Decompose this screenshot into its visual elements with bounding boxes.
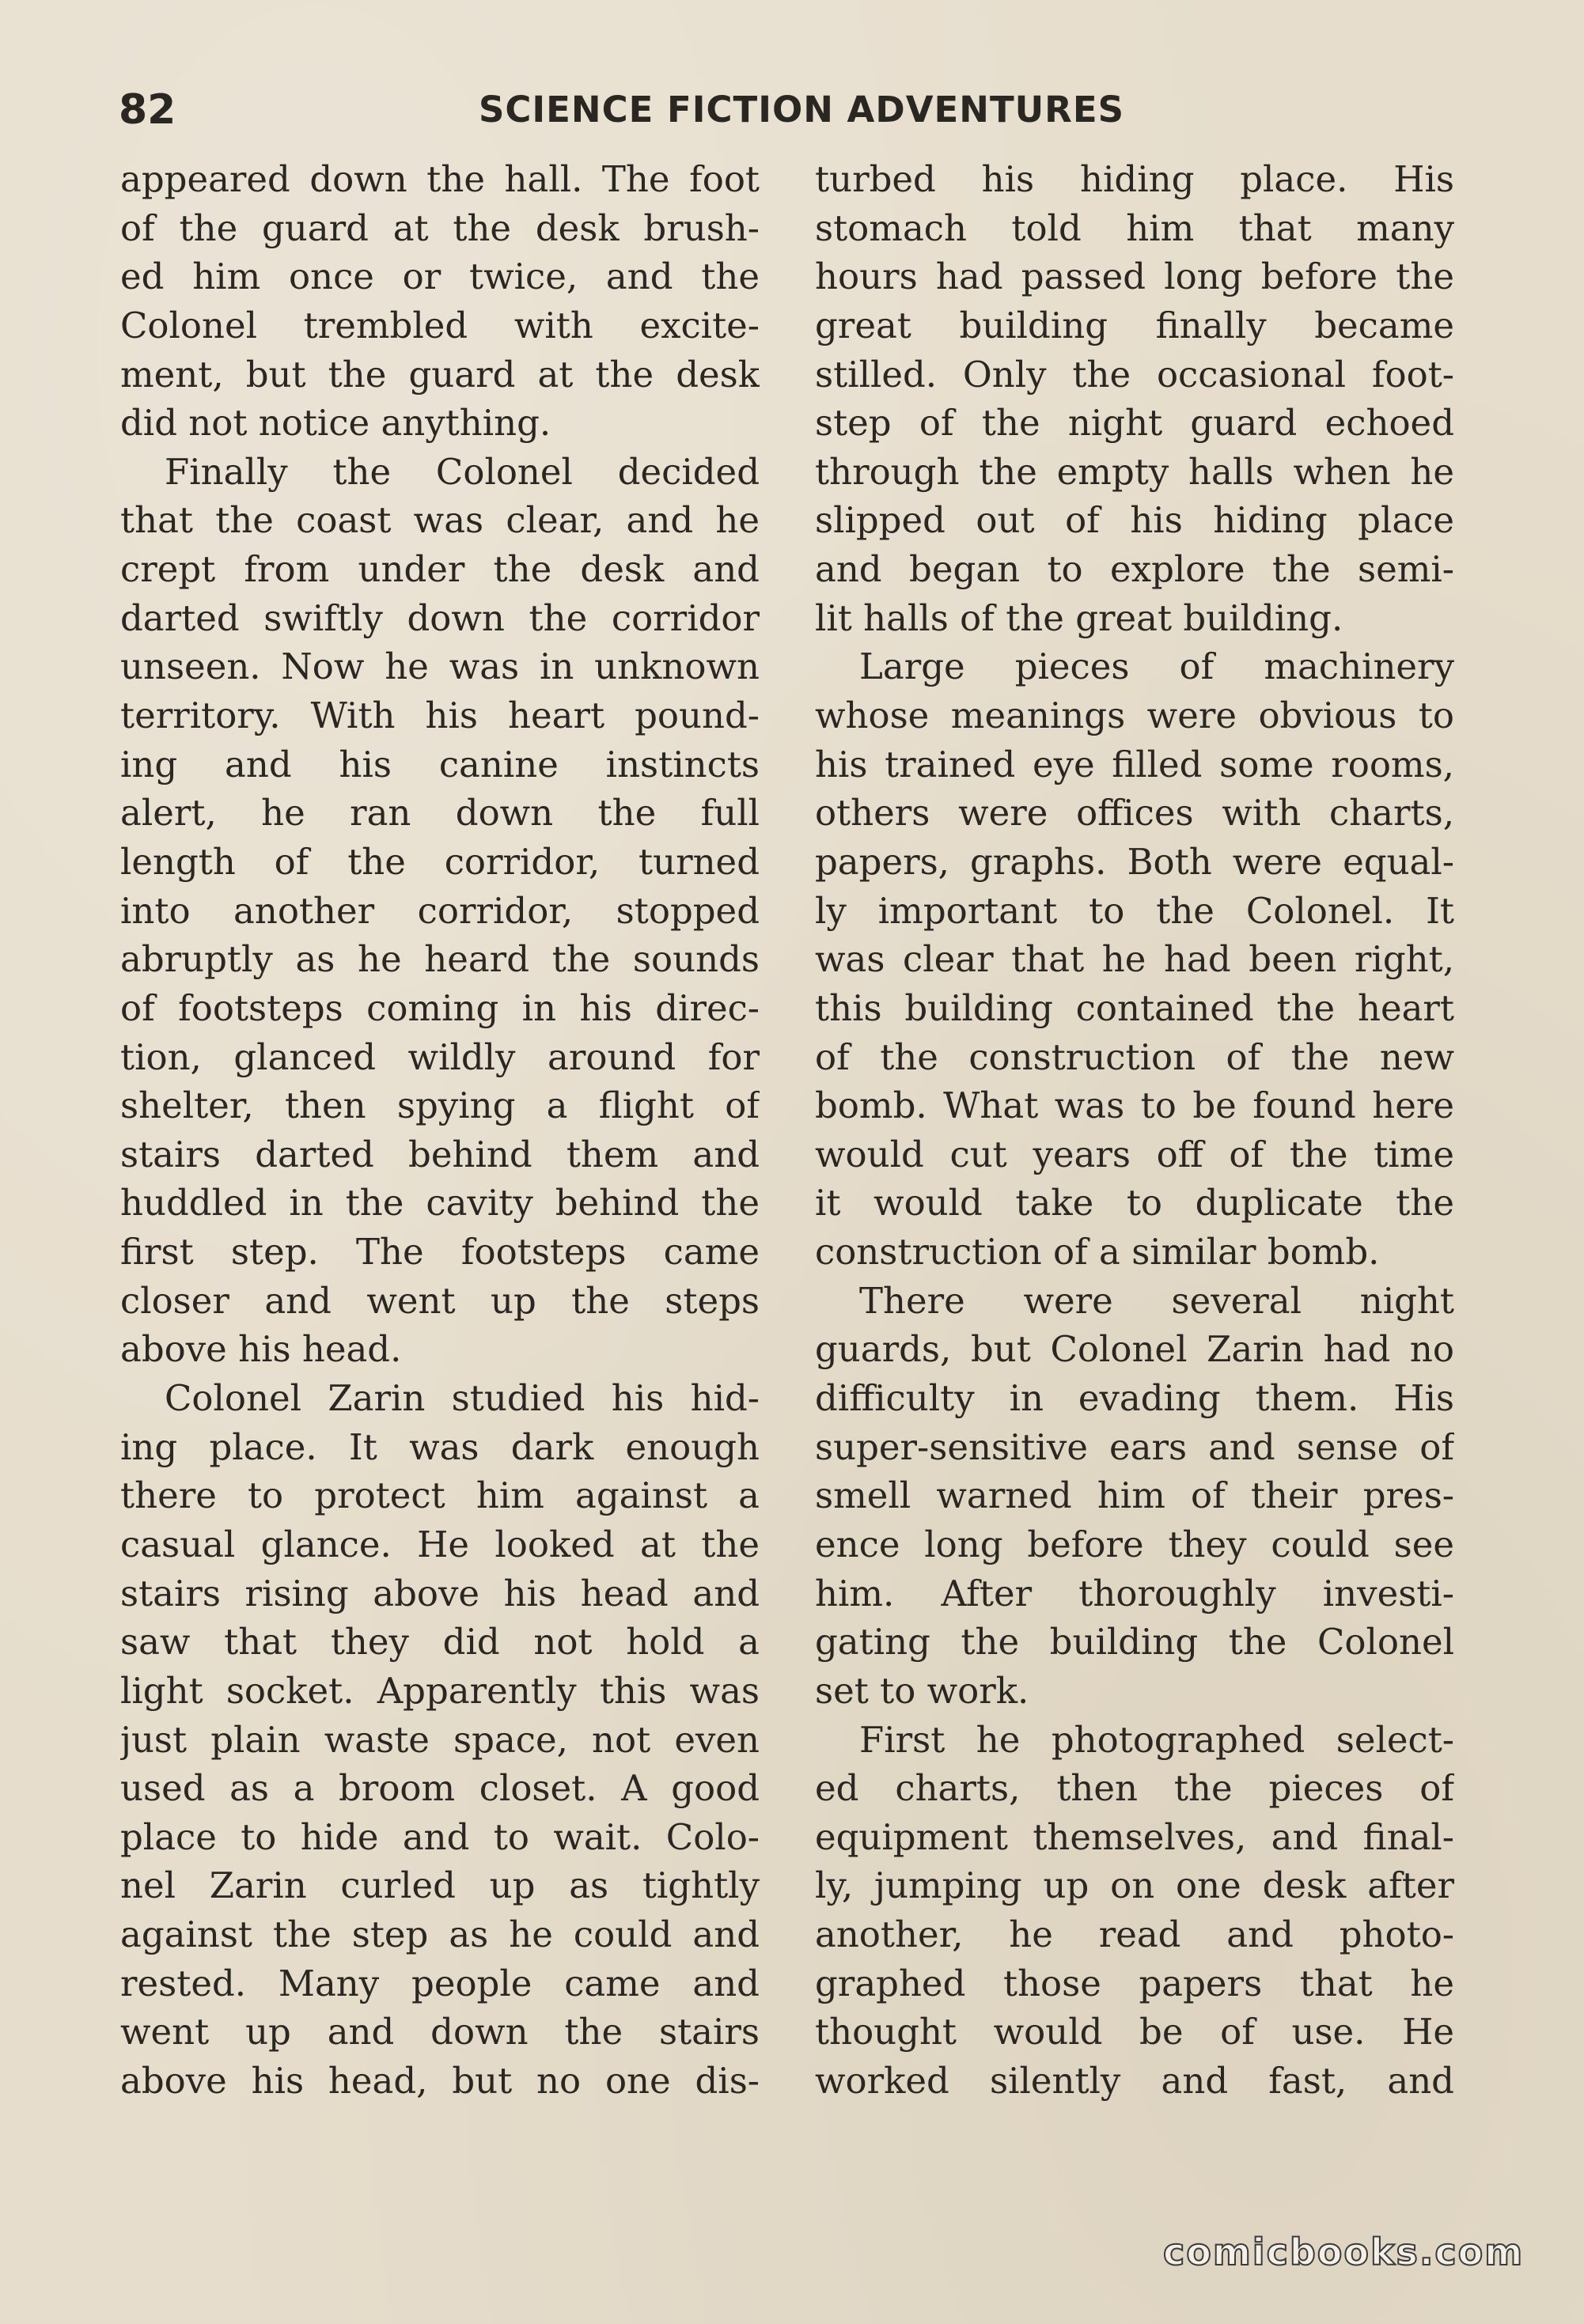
text-line: stomach told him that many <box>815 206 1454 249</box>
text-line: hours had passed long before the <box>815 255 1454 298</box>
text-line: ly, jumping up on one desk after <box>815 1864 1454 1907</box>
text-line: territory. With his heart pound- <box>120 695 760 737</box>
text-line: saw that they did not hold a <box>120 1621 760 1664</box>
text-line: of footsteps coming in his direc- <box>120 986 760 1029</box>
text-line: appeared down the hall. The foot <box>120 158 760 200</box>
text-line: it would take to duplicate the <box>815 1182 1454 1224</box>
page-number: 82 <box>119 86 176 134</box>
text-line: Large pieces of machinery <box>859 645 1454 688</box>
text-line: whose meanings were obvious to <box>815 695 1454 737</box>
text-line: darted swiftly down the corridor <box>120 596 760 639</box>
text-line: Colonel trembled with excite- <box>120 304 760 346</box>
text-line: unseen. Now he was in unknown <box>120 645 760 688</box>
text-line: ed charts, then the pieces of <box>815 1767 1454 1810</box>
text-line: bomb. What was to be found here <box>815 1084 1454 1127</box>
text-line: this building contained the heart <box>815 986 1454 1029</box>
text-line: there to protect him against a <box>120 1474 760 1517</box>
text-line: another, he read and photo- <box>815 1913 1454 1956</box>
text-line: ing and his canine instincts <box>120 743 760 785</box>
text-line: rested. Many people came and <box>120 1962 760 2004</box>
text-line: set to work. <box>815 1669 1029 1712</box>
text-line: guards, but Colonel Zarin had no <box>815 1328 1454 1371</box>
text-line: great building finally became <box>815 304 1454 346</box>
text-line: difficulty in evading them. His <box>815 1377 1454 1420</box>
text-line: thought would be of use. He <box>815 2011 1454 2053</box>
text-line: stairs rising above his head and <box>120 1572 760 1614</box>
text-line: Finally the Colonel decided <box>165 450 760 493</box>
text-line: gating the building the Colonel <box>815 1621 1454 1664</box>
watermark: comicbooks.com <box>1163 2231 1525 2273</box>
text-line: crept from under the desk and <box>120 548 760 591</box>
text-line: graphed those papers that he <box>815 1962 1454 2004</box>
text-line: length of the corridor, turned <box>120 840 760 883</box>
text-line: step of the night guard echoed <box>815 402 1454 445</box>
text-line: of the guard at the desk brush- <box>120 206 760 249</box>
text-line: Colonel Zarin studied his hid- <box>165 1377 760 1420</box>
text-line: above his head. <box>120 1328 402 1371</box>
text-line: There were several night <box>859 1279 1454 1322</box>
text-line: used as a broom closet. A good <box>120 1767 760 1810</box>
text-line: super-sensitive ears and sense of <box>815 1425 1454 1468</box>
text-line: went up and down the stairs <box>120 2011 760 2053</box>
text-line: would cut years off of the time <box>815 1133 1454 1175</box>
text-line: first step. The footsteps came <box>120 1231 760 1274</box>
text-line: nel Zarin curled up as tightly <box>120 1864 760 1907</box>
text-line: alert, he ran down the full <box>120 792 760 835</box>
text-line: ence long before they could see <box>815 1523 1454 1565</box>
text-line: against the step as he could and <box>120 1913 760 1956</box>
text-line: into another corridor, stopped <box>120 889 760 932</box>
text-line: ing place. It was dark enough <box>120 1425 760 1468</box>
text-line: was clear that he had been right, <box>815 938 1454 981</box>
text-line: smell warned him of their pres- <box>815 1474 1454 1517</box>
text-line: papers, graphs. Both were equal- <box>815 840 1454 883</box>
text-line: above his head, but no one dis- <box>120 2059 760 2102</box>
text-line: slipped out of his hiding place <box>815 499 1454 542</box>
text-line: casual glance. He looked at the <box>120 1523 760 1565</box>
left-column <box>120 155 760 2106</box>
text-line: place to hide and to wait. Colo- <box>120 1815 760 1858</box>
text-line: light socket. Apparently this was <box>120 1669 760 1712</box>
text-line: others were offices with charts, <box>815 792 1454 835</box>
text-line: ed him once or twice, and the <box>120 255 760 298</box>
text-line: shelter, then spying a flight of <box>120 1084 760 1127</box>
text-line: his trained eye filled some rooms, <box>815 743 1454 785</box>
text-line: of the construction of the new <box>815 1035 1454 1078</box>
text-line: construction of a similar bomb. <box>815 1231 1380 1274</box>
text-line: stilled. Only the occasional foot- <box>815 353 1454 396</box>
text-line: turbed his hiding place. His <box>815 158 1454 200</box>
text-line: ment, but the guard at the desk <box>120 353 760 396</box>
text-line: just plain waste space, not even <box>120 1718 760 1761</box>
text-line: abruptly as he heard the sounds <box>120 938 760 981</box>
text-line: through the empty halls when he <box>815 450 1454 493</box>
text-line: worked silently and fast, and <box>815 2059 1454 2102</box>
text-line: tion, glanced wildly around for <box>120 1035 760 1078</box>
right-column <box>815 155 1454 2106</box>
text-line: lit halls of the great building. <box>815 596 1343 639</box>
text-line: ly important to the Colonel. It <box>815 889 1454 932</box>
running-head: SCIENCE FICTION ADVENTURES <box>479 89 1124 131</box>
page-header <box>119 82 1124 138</box>
text-line: did not notice anything. <box>120 402 551 445</box>
text-line: him. After thoroughly investi- <box>815 1572 1454 1614</box>
text-line: stairs darted behind them and <box>120 1133 760 1175</box>
text-line: equipment themselves, and final- <box>815 1815 1454 1858</box>
text-line: closer and went up the steps <box>120 1279 760 1322</box>
text-line: First he photographed select- <box>859 1718 1454 1761</box>
text-line: that the coast was clear, and he <box>120 499 760 542</box>
text-line: and began to explore the semi- <box>815 548 1454 591</box>
text-line: huddled in the cavity behind the <box>120 1182 760 1224</box>
